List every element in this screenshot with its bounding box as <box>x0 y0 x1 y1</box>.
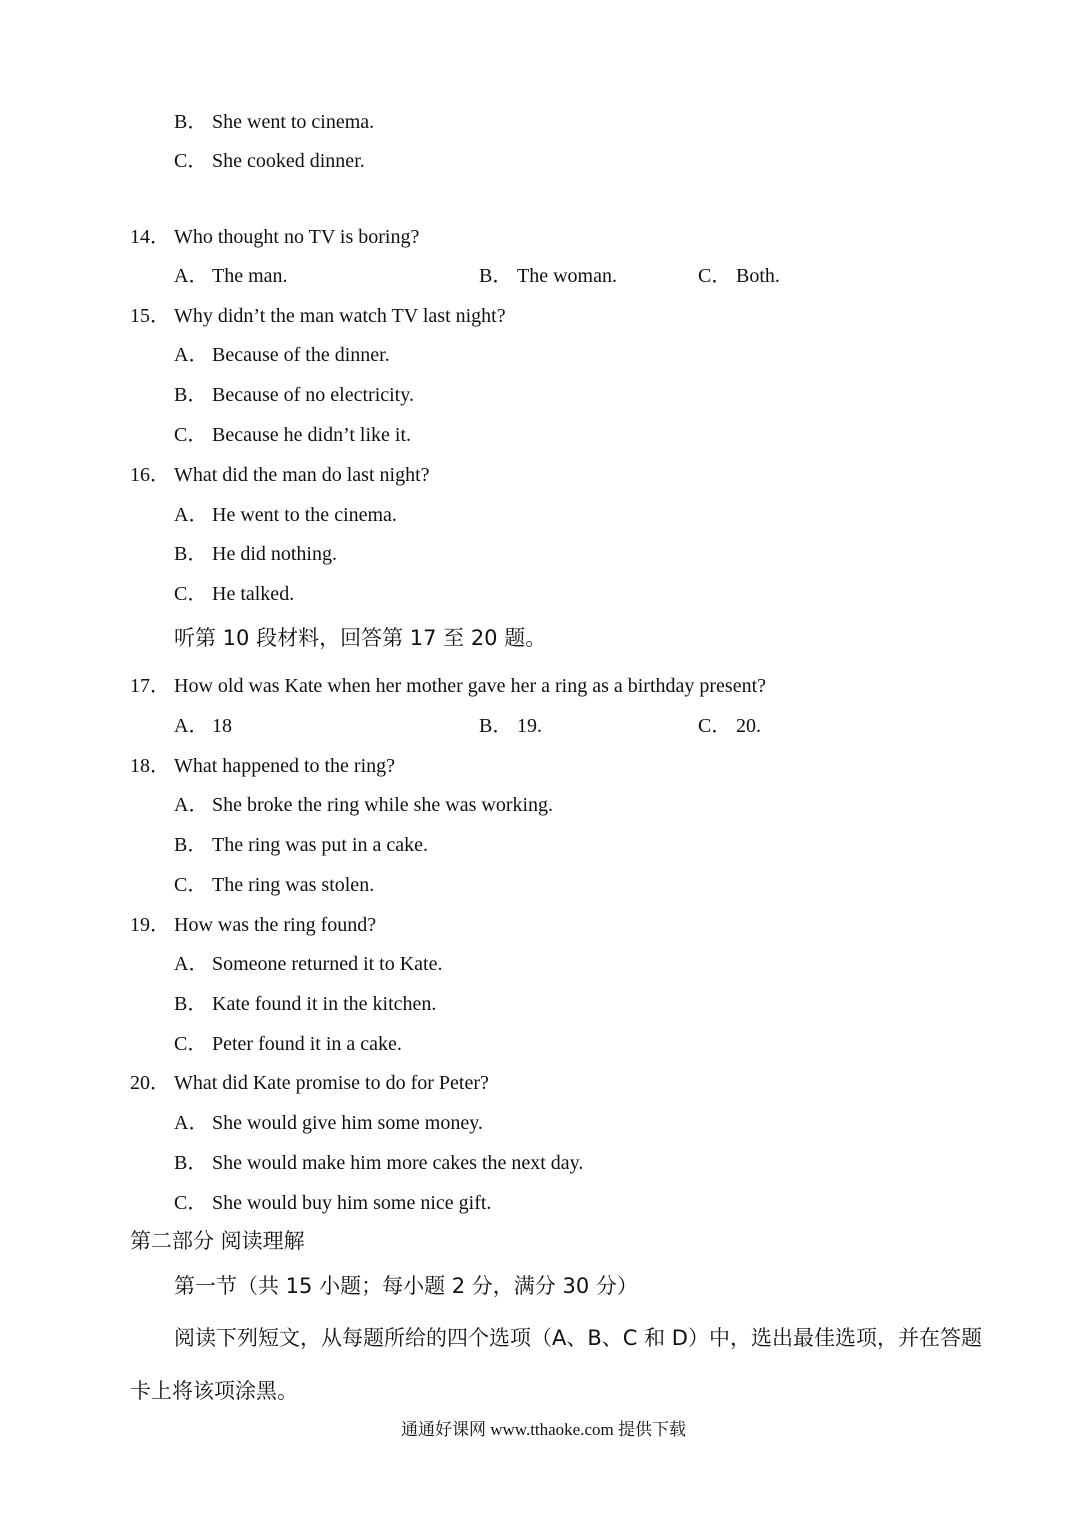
q18-option-b: B． The ring was put in a cake. <box>174 834 429 856</box>
question-18: 18． What happened to the ring? <box>130 755 396 777</box>
question-16: 16． What did the man do last night? <box>130 464 430 486</box>
q19-option-c: C． Peter found it in a cake. <box>174 1033 402 1055</box>
q16-option-b: B． He did nothing. <box>174 543 337 565</box>
q16-option-a: A． He went to the cinema. <box>174 504 397 526</box>
q13-option-b: B． She went to cinema. <box>174 111 375 133</box>
q18-option-c: C． The ring was stolen. <box>174 874 375 896</box>
q20-option-b: B． She would make him more cakes the next day. <box>174 1152 584 1174</box>
part2-title: 第二部分 阅读理解 <box>130 1229 305 1253</box>
q20-option-c: C． She would buy him some nice gift. <box>174 1192 492 1214</box>
q15-option-a: A． Because of the dinner. <box>174 344 390 366</box>
question-20: 20． What did Kate promise to do for Peter? <box>130 1072 489 1094</box>
q14-option-c: C． Both. <box>698 265 780 287</box>
section1-title: 第一节（共 15 小题；每小题 2 分，满分 30 分） <box>174 1274 638 1298</box>
q20-option-a: A． She would give him some money. <box>174 1112 483 1134</box>
page-footer: 通通好课网 www.tthaoke.com 提供下载 <box>400 1420 687 1439</box>
q14-option-a: A． The man. <box>174 265 288 287</box>
q15-option-b: B． Because of no electricity. <box>174 384 414 406</box>
listening-instruction: 听第 10 段材料，回答第 17 至 20 题。 <box>174 626 547 650</box>
q16-option-c: C． He talked. <box>174 583 295 605</box>
q15-option-c: C． Because he didn’t like it. <box>174 424 412 446</box>
directions-line-2: 卡上将该项涂黑。 <box>130 1379 298 1403</box>
q13-option-c: C． She cooked dinner. <box>174 150 365 172</box>
q18-option-a: A． She broke the ring while she was working. <box>174 794 554 816</box>
q17-option-c: C． 20. <box>698 715 761 737</box>
directions-line-1: 阅读下列短文，从每题所给的四个选项（A、B、C 和 D）中，选出最佳选项，并在答题 <box>174 1326 982 1350</box>
q19-option-a: A． Someone returned it to Kate. <box>174 953 443 975</box>
q17-option-a: A． 18 <box>174 715 232 737</box>
question-15: 15． Why didn’t the man watch TV last night? <box>130 305 506 327</box>
q14-option-b: B． The woman. <box>479 265 617 287</box>
question-19: 19． How was the ring found? <box>130 914 377 936</box>
question-17: 17． How old was Kate when her mother gave her a ring as a birthday present? <box>130 675 767 697</box>
q17-option-b: B． 19. <box>479 715 542 737</box>
question-14: 14． Who thought no TV is boring? <box>130 226 420 248</box>
q19-option-b: B． Kate found it in the kitchen. <box>174 993 437 1015</box>
